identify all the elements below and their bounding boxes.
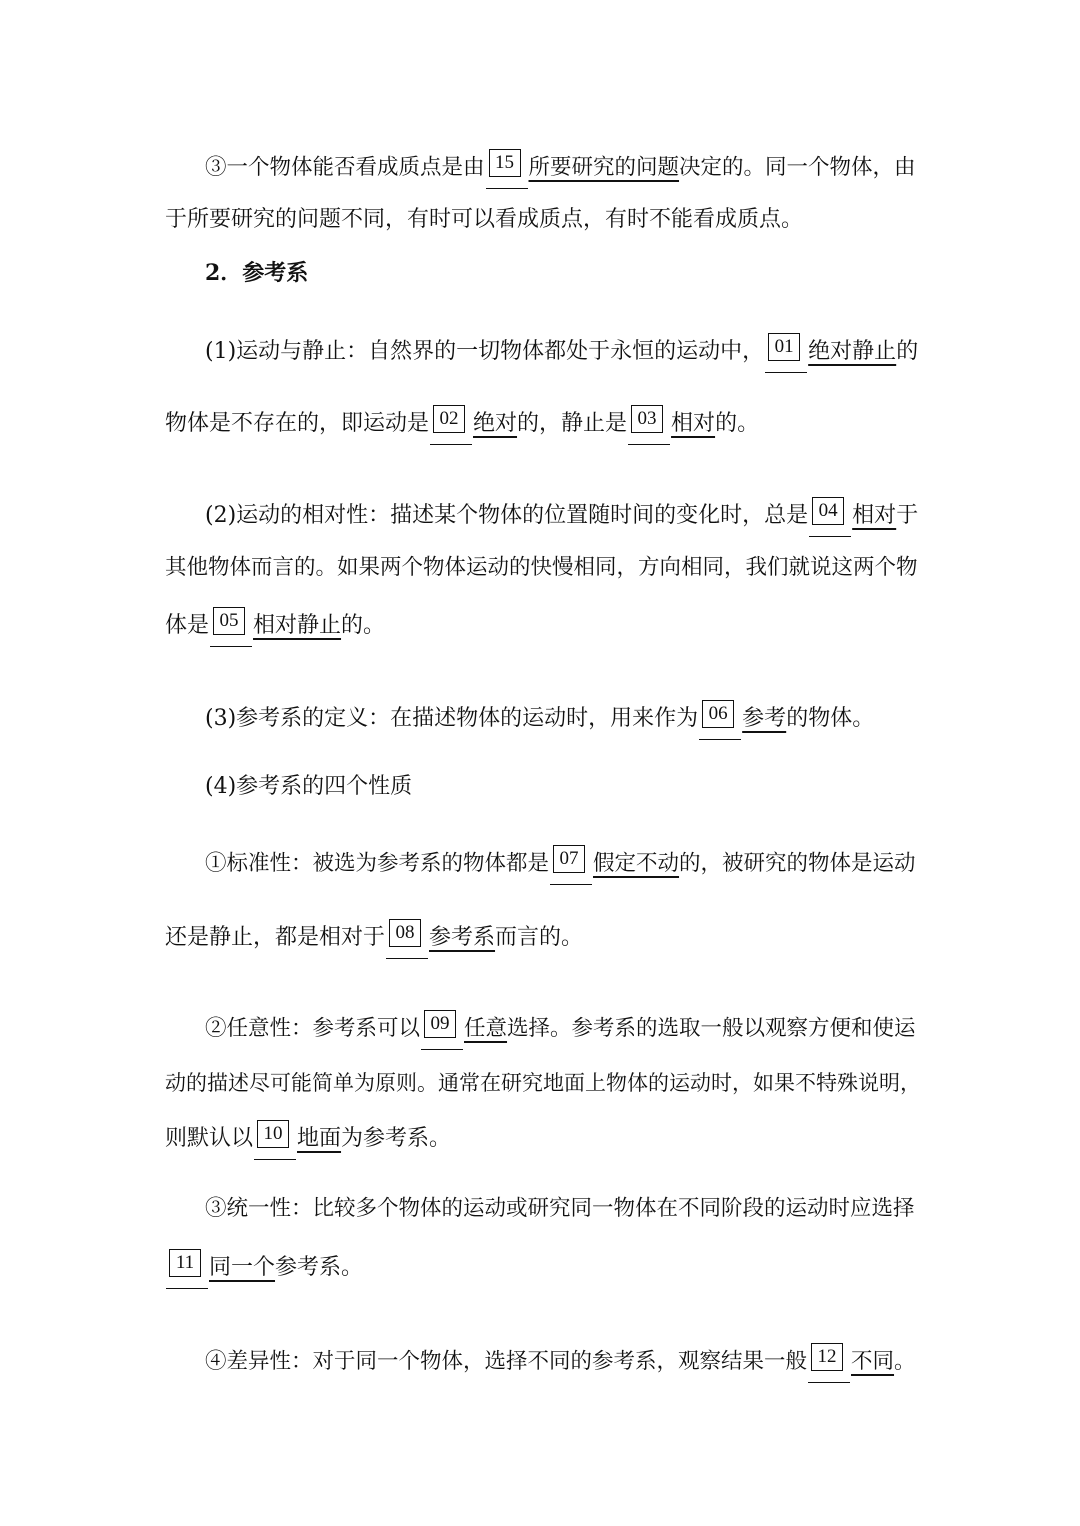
text-segment: 的，静止是 [517,411,628,436]
text-segment: ②任意性：参考系可以 [205,1016,421,1041]
text-segment: 。 [894,1349,916,1374]
blank-number: 07 [553,845,585,873]
answer-text: 同一个 [209,1255,276,1280]
blank-number: 05 [213,607,245,635]
blank-01 [765,337,807,367]
text-segment: 的，被研究的物体是运动 [679,851,916,876]
text-line [205,337,920,367]
text-segment: (3)参考系的定义：在描述物体的运动时，用来作为 [205,706,699,731]
text-line [165,409,920,439]
blank-number: 09 [424,1010,456,1038]
blank-number: 01 [768,333,800,361]
subsection-heading: (4)参考系的四个性质 [205,774,413,799]
text-segment: (1)运动与静止：自然界的一切物体都处于永恒的运动中， [205,339,765,364]
text-line [205,1347,920,1377]
answer-text: 地面 [297,1126,342,1151]
blank-number: 06 [702,700,734,728]
answer-text: 绝对 [473,411,518,436]
blank-10 [254,1124,296,1154]
text-line [165,205,920,235]
text-segment: 的 [896,339,919,364]
text-segment: 动的描述尽可能简单为原则。通常在研究地面上物体的运动时，如果不特殊说明， [165,1071,921,1095]
blank-number: 11 [169,1249,201,1277]
blank-number: 02 [433,405,465,433]
text-segment: 物体是不存在的，即运动是 [165,411,430,436]
blank-05 [210,611,252,641]
blank-number: 10 [257,1120,289,1148]
blank-04 [809,501,851,531]
blank-number: 15 [489,149,521,177]
blank-03 [628,409,670,439]
text-segment: 还是静止，都是相对于 [165,925,386,950]
blank-number: 08 [389,919,421,947]
text-line [165,1253,920,1283]
answer-text: 所要研究的问题 [528,155,680,180]
text-segment: 而言的。 [495,925,584,950]
text-segment: (2)运动的相对性：描述某个物体的位置随时间的变化时，总是 [205,503,809,528]
answer-text: 相对静止 [253,613,342,638]
text-line [205,1014,920,1044]
text-segment: 决定的。同一个物体，由 [679,155,916,180]
text-line [205,1194,920,1224]
text-line [205,501,920,531]
answer-text: 参考 [742,706,787,731]
text-segment: 其他物体而言的。如果两个物体运动的快慢相同，方向相同，我们就说这两个物 [165,555,918,580]
text-segment: ③统一性：比较多个物体的运动或研究同一物体在不同阶段的运动时应选择 [205,1196,915,1221]
text-segment: ④差异性：对于同一个物体，选择不同的参考系，观察结果一般 [205,1349,808,1374]
blank-15 [486,153,528,183]
blank-07 [550,849,592,879]
blank-number: 12 [811,1343,843,1371]
text-line [165,1124,920,1154]
text-segment: ③一个物体能否看成质点是由 [205,155,485,180]
blank-12 [808,1347,850,1377]
text-line [205,849,920,879]
text-line [165,553,920,583]
blank-02 [430,409,472,439]
text-line [165,611,920,641]
text-segment: 为参考系。 [341,1126,452,1151]
text-segment: 体是 [165,613,210,638]
answer-text: 相对 [671,411,716,436]
blank-09 [421,1014,463,1044]
blank-08 [386,923,428,953]
text-segment: 的物体。 [786,706,875,731]
answer-text: 参考系 [429,925,496,950]
section-heading: 2．参考系 [205,260,309,286]
answer-text: 相对 [852,503,897,528]
blank-number: 04 [812,497,844,525]
blank-11 [166,1253,208,1283]
text-segment: 于所要研究的问题不同，有时可以看成质点，有时不能看成质点。 [165,207,804,232]
answer-text: 绝对静止 [808,339,897,364]
text-line [165,923,920,953]
text-line [205,704,920,734]
text-line [205,153,920,183]
answer-text: 不同 [851,1349,895,1374]
text-line [165,1068,920,1098]
blank-number: 03 [631,405,663,433]
text-segment: 选择。参考系的选取一般以观察方便和使运 [507,1016,916,1041]
answer-text: 任意 [464,1016,508,1041]
text-segment: 于 [896,503,919,528]
text-segment: 的。 [341,613,386,638]
answer-text: 假定不动 [593,851,680,876]
text-segment: 则默认以 [165,1126,254,1151]
text-segment: 的。 [715,411,760,436]
text-segment: ①标准性：被选为参考系的物体都是 [205,851,550,876]
blank-06 [699,704,741,734]
text-segment: 参考系。 [275,1255,364,1280]
